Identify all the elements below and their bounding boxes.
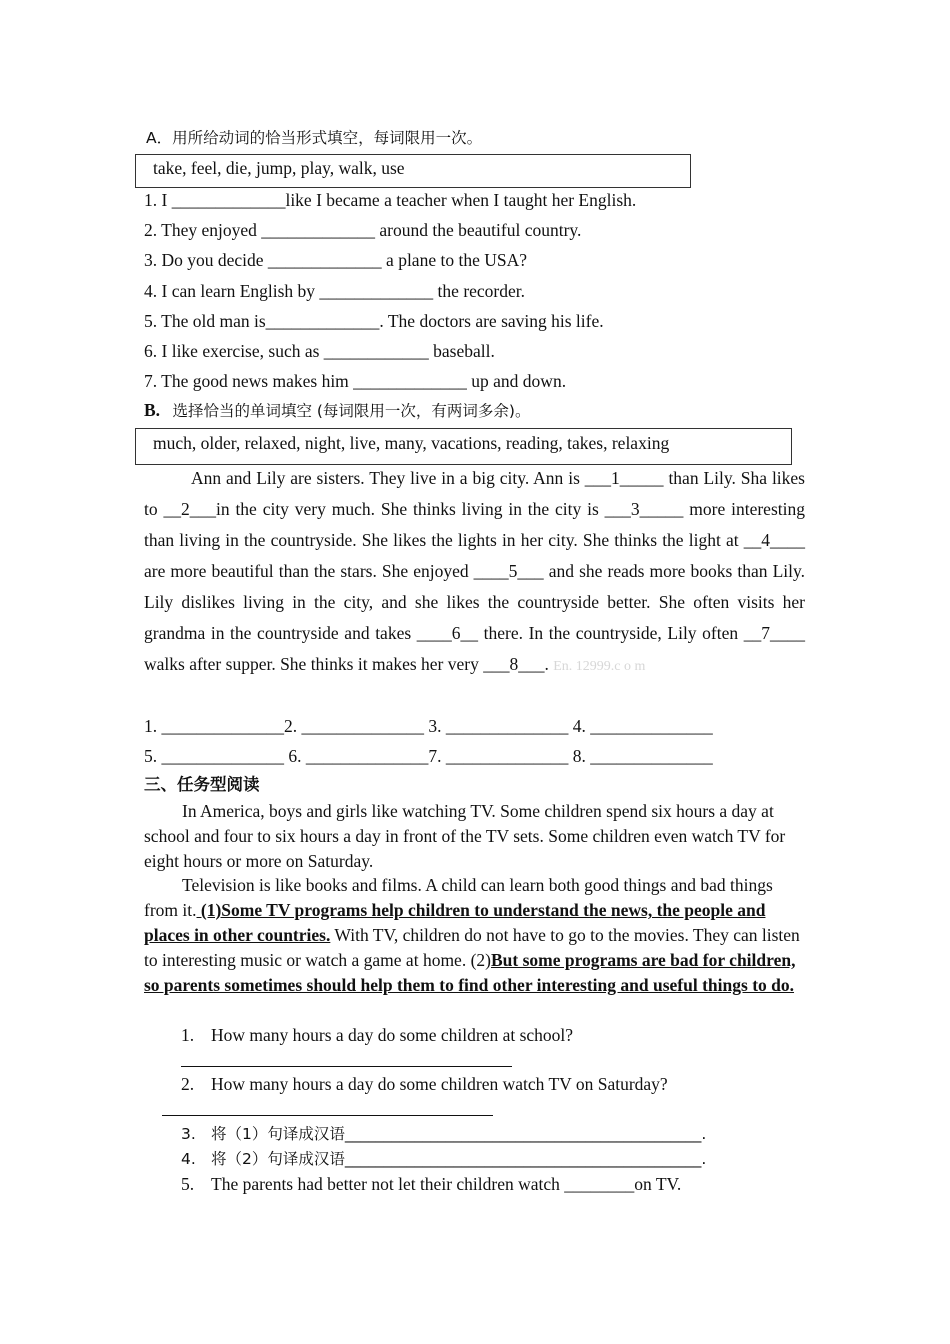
part-a-heading: A．用所给动词的恰当形式填空，每词限用一次。 [146, 129, 483, 147]
question-2-number: 2. [181, 1074, 195, 1094]
question-4-text: 将（2）句译成汉语______________________________________________. [211, 1150, 707, 1168]
watermark: En. 12999.c o m [553, 659, 646, 674]
part-b-label: B. [144, 400, 161, 420]
part-b-passage-text: Ann and Lily are sisters. They live in a big city. Ann is ___1_____ than Lily. Sha likes to __2___in the city very much. She thinks living in the city is ___3_____ more interesting than living in the countryside. She likes the lights in her city. She thinks the light at __4____ are more beautiful than the stars. She enjoyed ____5___ and she reads more books than Lily. Lily dislikes living in the city, and she likes the countryside better. She often visits her grandma in the countryside and takes ____6__ there. In the countryside, Lily often __7____ walks after supper. She thinks it makes her very ___8___. [144, 468, 805, 674]
part-a-item-1: 1. I _____________like I became a teacher when I taught her English. [144, 190, 637, 210]
part-b-passage [144, 463, 805, 682]
part-c-paragraph-1: In America, boys and girls like watching TV. Some children spend six hours a day at school and four to six hours a day in front of the TV sets. Some children even watch TV for eight hours or more on Saturday. [144, 801, 786, 871]
part-a-item-6: 6. I like exercise, such as ____________ baseball. [144, 341, 495, 361]
answer-line-1[interactable] [181, 1066, 512, 1067]
question-2-text: How many hours a day do some children watch TV on Saturday? [211, 1074, 668, 1094]
part-b-heading: 选择恰当的单词填空 (每词限用一次，有两词多余)。 [172, 402, 531, 420]
part-c-paragraph-2 [144, 873, 805, 998]
part-a-item-5: 5. The old man is_____________. The doctors are saving his life. [144, 311, 604, 331]
word-box-b-text: much, older, relaxed, night, live, many, vacations, reading, takes, relaxing [153, 433, 670, 453]
sentence-1-underlined: (1)Some TV programs help children to understand the news, the people and places in other countries. [144, 900, 766, 945]
part-c-heading: 三、任务型阅读 [144, 775, 260, 794]
sentence-2-underlined: But some programs are bad for children, so parents sometimes should help them to find other interesting and useful things to do. [144, 950, 796, 995]
question-1-text: How many hours a day do some children at school? [211, 1025, 574, 1045]
answer-row-2: 5. ______________ 6. ______________7. ______________ 8. ______________ [144, 746, 713, 766]
part-b-heading-row [144, 398, 530, 423]
p2-text-a: Television is like books and films. A child can learn both good things and bad things from it. [144, 875, 773, 920]
part-a-item-3: 3. Do you decide _____________ a plane to the USA? [144, 250, 527, 270]
question-4-number: 4. [181, 1150, 196, 1168]
answer-row-1: 1. ______________2. ______________ 3. ______________ 4. ______________ [144, 716, 713, 736]
question-1-number: 1. [181, 1025, 195, 1045]
part-a-item-7: 7. The good news makes him _____________ up and down. [144, 371, 567, 391]
answer-line-2[interactable] [162, 1115, 493, 1116]
p2-text-c: With TV, children do not have to go to the movies. They can listen to interesting music or watch a game at home. (2) [144, 925, 800, 970]
word-box-a-text: take, feel, die, jump, play, walk, use [153, 158, 405, 178]
part-a-item-2: 2. They enjoyed _____________ around the beautiful country. [144, 220, 582, 240]
question-5-text: The parents had better not let their children watch ________on TV. [211, 1174, 682, 1194]
question-3-text: 将（1）句译成汉语______________________________________________. [211, 1125, 707, 1143]
question-5-number: 5. [181, 1174, 195, 1194]
question-3-number: 3. [181, 1125, 196, 1143]
part-a-item-4: 4. I can learn English by _____________ the recorder. [144, 281, 526, 301]
